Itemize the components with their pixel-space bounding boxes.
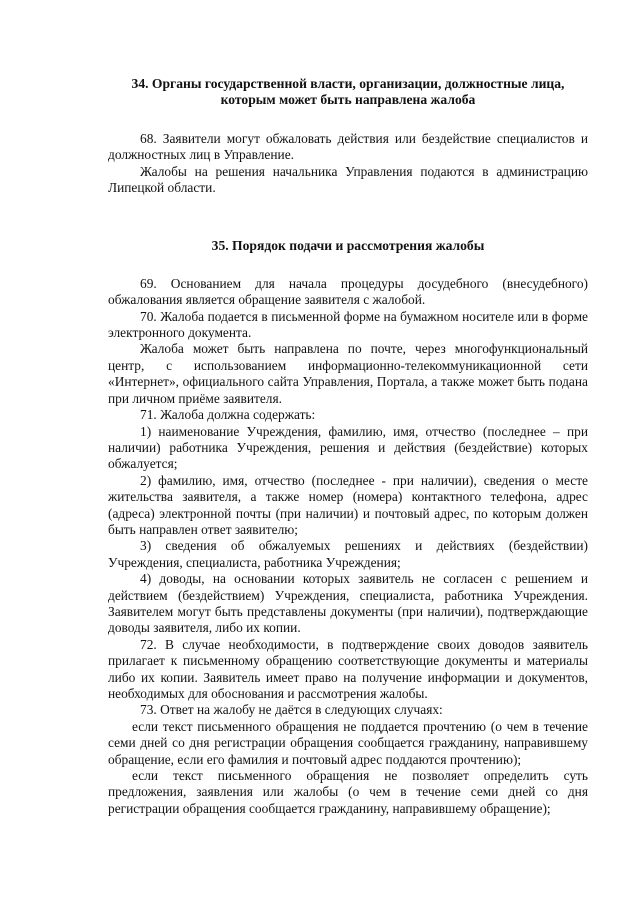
paragraph-69: 69. Основанием для начала процедуры досудебного (внесудебного) обжалования является обращение заявителя с жалобой.: [108, 275, 588, 308]
section-34-heading: 34. Органы государственной власти, организации, должностные лица, которым может быть направлена жалоба: [131, 76, 565, 108]
paragraph-72: 72. В случае необходимости, в подтверждение своих доводов заявитель прилагает к письменному обращению соответствующие документы и материалы либо их копии. Заявитель имеет право на получение информации и документов, необходимых для обоснования и рассмотрения жалобы.: [108, 636, 588, 701]
paragraph-70-channels: Жалоба может быть направлена по почте, через многофункциональный центр, с использованием информационно-телекоммуникационной сети «Интернет», официального сайта Управления, Портала, а также может быть подана при личном приёме заявителя.: [108, 341, 588, 406]
case-unreadable-text: если текст письменного обращения не поддается прочтению (о чем в течение семи дней со дня регистрации обращения сообщается гражданину, направившему обращение, если его фамилия и почтовый адрес поддаются прочтению);: [108, 718, 588, 767]
paragraph-68: 68. Заявители могут обжаловать действия или бездействие специалистов и должностных лиц в Управление.: [108, 130, 588, 163]
section-35-body: [108, 276, 588, 817]
paragraph-71: 71. Жалоба должна содержать:: [140, 407, 316, 423]
list-item-1: 1) наименование Учреждения, фамилию, имя, отчество (последнее – при наличии) работника Учреждения, решения и действия (бездействие) которых обжалуется;: [108, 423, 588, 472]
document-body: [108, 76, 588, 817]
section-35-heading: 35. Порядок подачи и рассмотрения жалобы: [211, 238, 485, 254]
paragraph-68-complaints: Жалобы на решения начальника Управления подаются в администрацию Липецкой области.: [108, 163, 588, 196]
list-item-2: 2) фамилию, имя, отчество (последнее - при наличии), сведения о месте жительства заявителя, а также номер (номера) контактного телефона, адрес (адреса) электронной почты (при наличии) и почтовый адрес, по которым должен быть направлен ответ заявителю;: [108, 472, 588, 537]
paragraph-73: 73. Ответ на жалобу не даётся в следующих случаях:: [140, 702, 443, 718]
section-34-body: [108, 131, 588, 197]
list-item-3: 3) сведения об обжалуемых решениях и действиях (бездействии) Учреждения, специалиста, работника Учреждения;: [108, 538, 588, 570]
case-unclear-meaning: если текст письменного обращения не позволяет определить суть предложения, заявления или жалобы (о чем в течение семи дней со дня регистрации обращения сообщается гражданину, направившему обращение);: [108, 768, 588, 816]
paragraph-70: 70. Жалоба подается в письменной форме на бумажном носителе или в форме электронного документа.: [108, 308, 588, 341]
list-item-4: 4) доводы, на основании которых заявитель не согласен с решением и действием (бездействием) Учреждения, специалиста, работника Учреждения. Заявителем могут быть представлены документы (при наличии), подтверждающие доводы заявителя, либо их копии.: [108, 571, 588, 636]
